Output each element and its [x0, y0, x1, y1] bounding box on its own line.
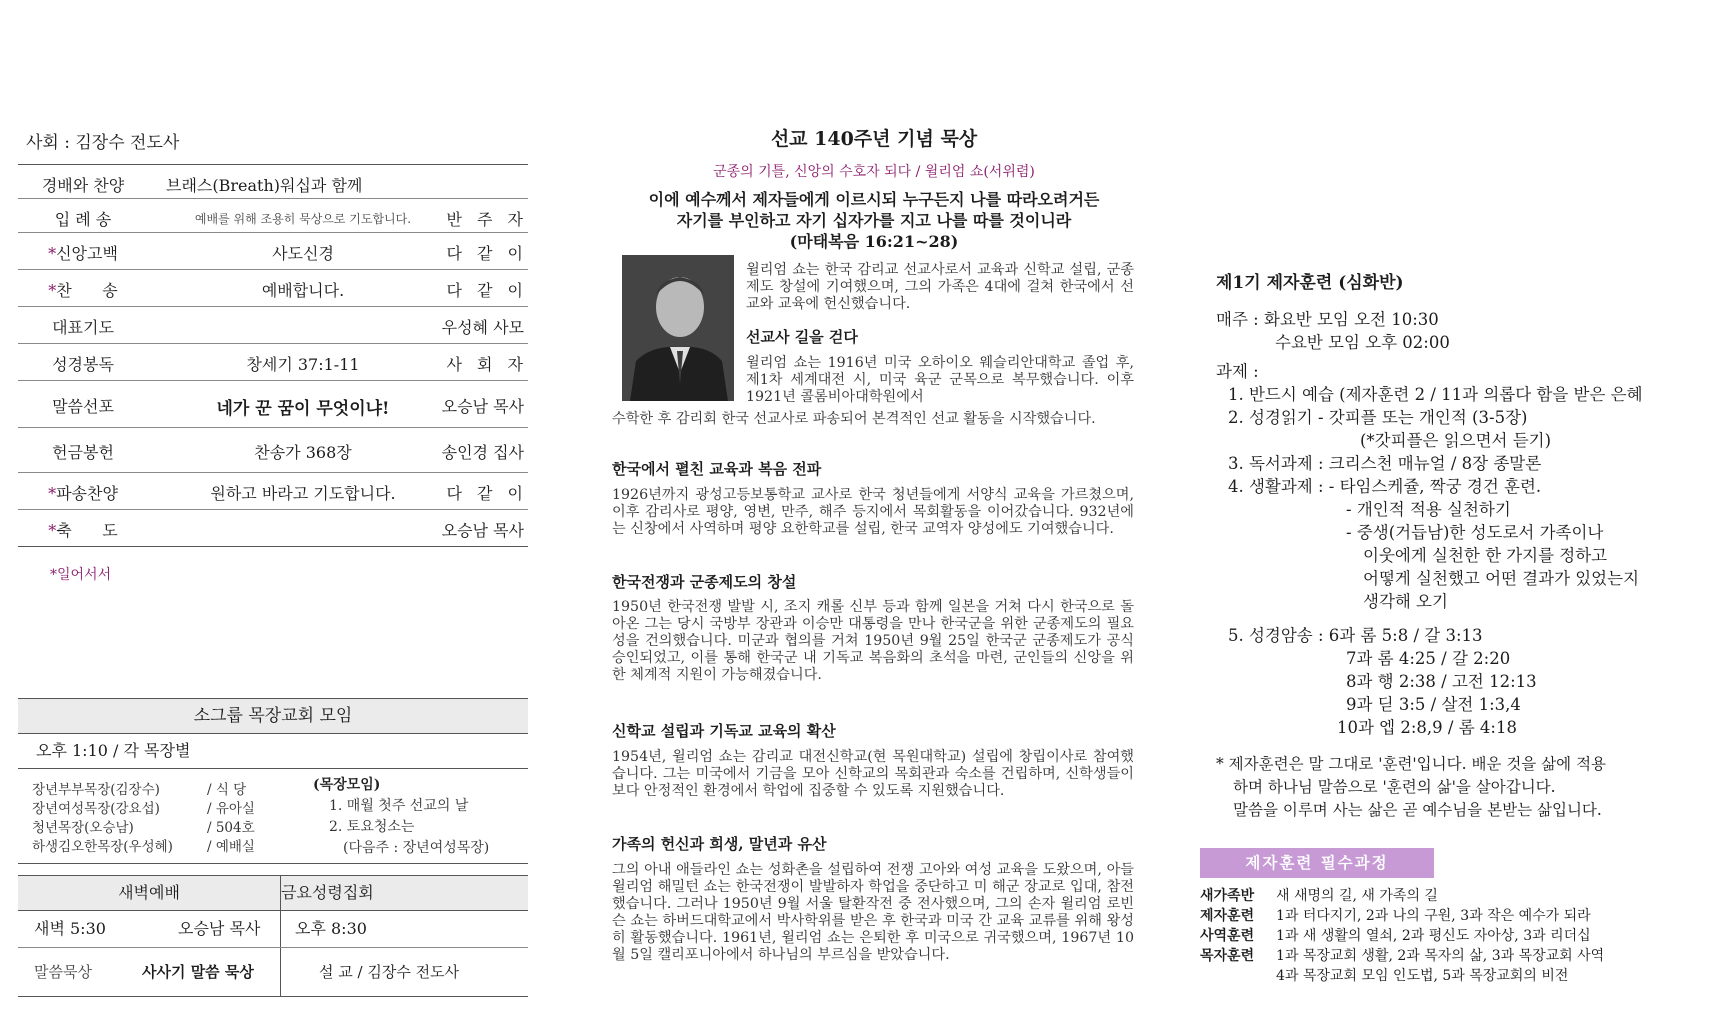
dawn-header: 새벽예배 [18, 876, 281, 910]
small-group-time: 오후 1:10 / 각 목장별 [18, 734, 528, 769]
article-header [613, 124, 1135, 252]
task-item: 생각해 오기 [1363, 592, 1448, 611]
memory-verse: 9과 딛 3:5 / 살전 1:3,4 [1346, 695, 1521, 714]
row-label: 찬 송 [56, 281, 118, 300]
training-note: 말씀을 이루며 사는 삶은 곧 예수님을 본받는 삶입니다. [1233, 801, 1602, 819]
row-label: 신앙고백 [56, 244, 118, 263]
course-row: 4과 목장교회 모임 인도법, 5과 목장교회의 비전 [1276, 968, 1569, 984]
host-line: 사회 : 김장수 전도사 [26, 133, 180, 153]
course-row: 목자훈련 1과 목장교회 생활, 2과 목자의 삶, 3과 목장교회 사역 [1200, 948, 1605, 964]
small-group-title: 소그룹 목장교회 모임 [18, 698, 528, 734]
dawn-friday-table: 새벽예배 금요성령집회 새벽 5:30 오승남 목사 오후 8:30 말씀묵상 사사기 말씀 묵상 설 교 / 김장수 전도사 [18, 875, 528, 997]
tasks-title: 과제 : [1216, 362, 1259, 381]
row-leader: 오승남 목사 [441, 397, 524, 416]
article-paragraph: 1954년, 윌리엄 쇼는 감리교 대전신학교(현 목원대학교) 설립에 창립이사로 참여했습니다. 그는 미국에서 기금을 모아 신학교의 목회관과 숙소를 건립하며, 신학생들이 보다 안정적인 환경에서 학업에 집중할 수 있도록 지원했습니다. [612, 749, 1134, 799]
missionary-portrait [622, 255, 734, 401]
list-item: 청년목장(오승남) / 504호 [32, 820, 255, 836]
row-content: 브래스(Breath)워십과 함께 [166, 176, 363, 195]
article-paragraph: 1926년까지 광성고등보통학교 교사로 한국 청년들에게 서양식 교육을 가르쳤으며, 이후 감리사로 평양, 영변, 만주, 해주 등지에서 목회활동을 이어갔습니다. 932년에는 신창에서 사역하며 평양 요한학교를 설립, 한국 교역자 양성에도 기여했습니다. [612, 487, 1134, 537]
course-row: 새가족반 새 새명의 길, 새 가족의 길 [1200, 888, 1438, 904]
memory-verse: 10과 엡 2:8,9 / 롬 4:18 [1337, 718, 1517, 737]
row-leader: 다 같 이 [446, 484, 528, 503]
courses-badge: 제자훈련 필수과정 [1200, 848, 1434, 878]
service-row [18, 381, 528, 428]
service-row [18, 344, 528, 381]
training-note: * 제자훈련은 말 그대로 '훈련'입니다. 배운 것을 삶에 적용 [1216, 755, 1607, 773]
service-row: *축 도 오승남 목사 [18, 510, 528, 547]
row-label: 말씀선포 [52, 397, 114, 416]
schedule-line: 매주 : 화요반 모임 오전 10:30 [1216, 310, 1439, 329]
friday-header: 금요성령집회 [281, 883, 374, 902]
row-content: 원하고 바라고 기도합니다. [210, 484, 396, 503]
discipleship-title: 제1기 제자훈련 (심화반) [1216, 273, 1404, 293]
section-heading: 한국전쟁과 군종제도의 창설 [612, 573, 797, 591]
task-item: 3. 독서과제 : 크리스천 매뉴얼 / 8장 종말론 [1228, 454, 1542, 473]
memory-verse: 8과 행 2:38 / 고전 12:13 [1346, 672, 1537, 691]
article-paragraph: 수학한 후 감리회 한국 선교사로 파송되어 본격적인 선교 활동을 시작했습니다. [612, 411, 1096, 427]
standup-note: *일어서서 [50, 567, 112, 583]
service-row [18, 199, 528, 233]
service-row [18, 307, 528, 344]
list-item: 장년여성목장(강요섭) / 유아실 [32, 801, 255, 817]
row-leader: 송인경 집사 [441, 443, 524, 462]
service-row: *신앙고백 사도신경 다 같 이 [18, 233, 528, 270]
article-paragraph: 1950년 한국전쟁 발발 시, 조지 캐롤 신부 등과 함께 일본을 거쳐 다시 한국으로 돌아온 그는 당시 국방부 장관과 이승만 대통령을 만나 한국군을 위한 군종제도의 필요성을 건의했습니다. 미군과 협의를 거쳐 1950년 9월 25일 한국군 군종제도가 공식 승인되었고, 이를 통해 한국군 내 기독교 복음화의 초석을 마련, 군인들의 신앙을 위한 체계적 지원이 가능해졌습니다. [612, 599, 1134, 683]
task-item: - 중생(거듭남)한 성도로서 가족이나 [1346, 523, 1604, 542]
group-list [32, 781, 255, 857]
service-row [18, 165, 528, 199]
task-item: 2. 성경읽기 - 갓피플 또는 개인적 (3-5장) [1228, 408, 1528, 427]
meeting-notes: (목장모임) 1. 매월 첫주 선교의 날 2. 토요청소는 (다음주 : 장년여성목장) [313, 777, 490, 856]
row-leader: 우성혜 사모 [441, 318, 524, 337]
row-content: 사도신경 [272, 244, 334, 263]
service-row [18, 428, 528, 473]
course-row: 사역훈련 1과 새 생활의 열쇠, 2과 평신도 자아상, 3과 리더십 [1200, 928, 1591, 944]
row-label: 성경봉독 [52, 355, 114, 374]
row-label: 축 도 [56, 521, 118, 540]
memory-verse: 5. 성경암송 : 6과 롬 5:8 / 갈 3:13 [1228, 626, 1483, 645]
schedule-line: 수요반 모임 오후 02:00 [1275, 333, 1450, 352]
row-leader: 사 회 자 [446, 355, 528, 374]
article-paragraph: 그의 아내 애들라인 쇼는 성화촌을 설립하여 전쟁 고아와 여성 교육을 도왔으며, 아들 윌리엄 해밀턴 쇼는 한국전쟁이 발발하자 학업을 중단하고 미 해군 장교로 입대, 참전했습니다. 그러나 1950년 9월 서울 탈환작전 중 전사했으며, 그의 손자 윌리엄 로빈슨 쇼는 하버드대학교에서 박사학위를 받은 후 한국과 미국 간 교육 교류를 위해 왕성히 활동했습니다. 1961년, 윌리엄 쇼는 은퇴한 후 미국으로 귀국했으며, 1967년 10월 5일 캘리포니아에서 하나님의 부르심을 받았습니다. [612, 862, 1134, 963]
task-item: 1. 반드시 예습 (제자훈련 2 / 11과 의롭다 함을 받은 은혜 [1228, 385, 1643, 404]
service-order-table [18, 164, 528, 547]
task-item: 어떻게 실천했고 어떤 결과가 있었는지 [1363, 569, 1640, 588]
course-row: 제자훈련 1과 터다지기, 2과 나의 구원, 3과 작은 예수가 되라 [1200, 908, 1591, 924]
memory-verse: 7과 롬 4:25 / 갈 2:20 [1346, 649, 1511, 668]
row-label: 입 례 송 [54, 210, 112, 229]
article-intro: 윌리엄 쇼는 한국 감리교 선교사로서 교육과 신학교 설립, 군종제도 창설에 기여했으며, 그의 가족은 4대에 걸쳐 한국에서 선교와 교육에 헌신했습니다. [746, 262, 1134, 312]
row-leader: 오승남 목사 [441, 521, 524, 540]
row-label: 경배와 찬양 [41, 176, 125, 195]
row-content: 예배합니다. [261, 281, 345, 300]
task-item: - 개인적 적용 실천하기 [1346, 500, 1511, 519]
service-row: *파송찬양 원하고 바라고 기도합니다. 다 같 이 [18, 473, 528, 510]
section-heading: 가족의 헌신과 희생, 말년과 유산 [612, 835, 827, 853]
section-heading: 선교사 길을 걷다 [746, 328, 858, 346]
small-group-box [18, 698, 528, 864]
task-item: 4. 생활과제 : - 타임스케쥴, 짝궁 경건 훈련. [1228, 477, 1542, 496]
article-paragraph: 윌리엄 쇼는 1916년 미국 오하이오 웨슬리안대학교 졸업 후, 제1차 세계대전 시, 미국 육군 군목으로 복무했습니다. 이후 1921년 콜롬비아대학원에서 [746, 355, 1134, 405]
row-label: 파송찬양 [56, 484, 118, 503]
article-subtitle: 군종의 기틀, 신앙의 수호자 되다 / 윌리엄 쇼(서위렴) [713, 164, 1035, 180]
row-leader: 다 같 이 [446, 281, 528, 300]
task-item: 이웃에게 실천한 한 가지를 정하고 [1363, 546, 1608, 565]
row-label: 대표기도 [52, 318, 114, 337]
list-item: 하생김오한목장(우성혜) / 예배실 [32, 839, 255, 855]
training-note: 하며 하나님 말씀으로 '훈련의 삶'을 살아갑니다. [1233, 778, 1556, 796]
row-label: 헌금봉헌 [52, 443, 114, 462]
row-content: 창세기 37:1-11 [246, 355, 360, 374]
article-title: 선교 140주년 기념 묵상 [770, 128, 978, 150]
task-item: (*갓피플은 읽으면서 듣기) [1360, 431, 1552, 450]
verse: 이에 예수께서 제자들에게 이르시되 누구든지 나를 따라오려거든 자기를 부인하고 자기 십자가를 지고 나를 따를 것이니라 (마태복음 16:21~28) [648, 190, 1100, 251]
row-leader: 반 주 자 [446, 210, 528, 229]
row-content: 찬송가 368장 [254, 443, 352, 462]
service-row: *찬 송 예배합니다. 다 같 이 [18, 270, 528, 307]
sermon-title: 네가 꾼 꿈이 무엇이냐! [216, 399, 390, 419]
section-heading: 한국에서 펼친 교육과 복음 전파 [612, 460, 822, 478]
row-leader: 다 같 이 [446, 244, 528, 263]
list-item: 장년부부목장(김장수) / 식 당 [32, 782, 247, 798]
row-content: 예배를 위해 조용히 묵상으로 기도합니다. [194, 212, 412, 226]
section-heading: 신학교 설립과 기독교 교육의 확산 [612, 722, 836, 740]
